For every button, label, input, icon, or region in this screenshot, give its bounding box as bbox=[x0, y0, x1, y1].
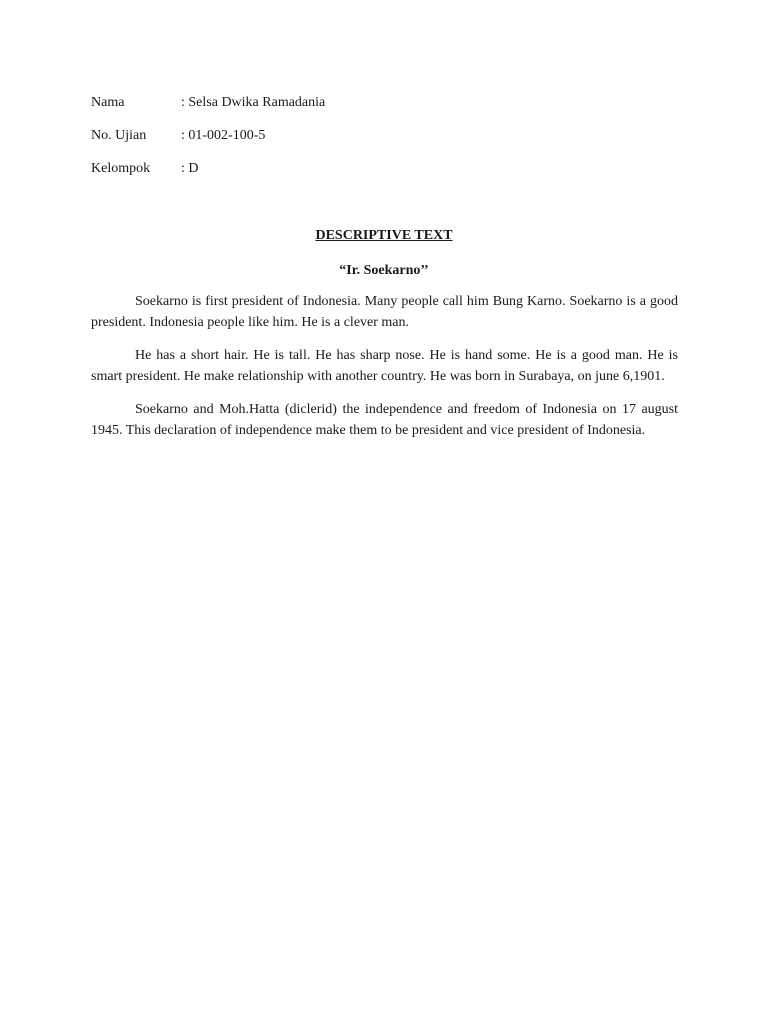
info-value: : D bbox=[181, 161, 199, 176]
student-info bbox=[91, 92, 491, 191]
info-label: Nama bbox=[91, 95, 125, 110]
info-row-nama bbox=[91, 92, 491, 125]
paragraph: Soekarno is first president of Indonesia. Many people call him Bung Karno. Soekarno is a good president. Indonesia people like him. He is a clever man. bbox=[91, 294, 678, 330]
document-subtitle: “Ir. Soekarno’’ bbox=[339, 263, 429, 278]
info-value: : Selsa Dwika Ramadania bbox=[181, 95, 326, 110]
document-title: DESCRIPTIVE TEXT bbox=[315, 228, 453, 243]
info-label: No. Ujian bbox=[91, 128, 147, 143]
body-text bbox=[91, 291, 678, 453]
info-label: Kelompok bbox=[91, 161, 151, 176]
paragraph: He has a short hair. He is tall. He has sharp nose. He is hand some. He is a good man. He is smart president. He make relationship with another country. He was born in Surabaya, on june 6,1901. bbox=[91, 348, 678, 384]
info-value: : 01-002-100-5 bbox=[181, 128, 266, 143]
info-row-no-ujian bbox=[91, 125, 491, 158]
paragraph: Soekarno and Moh.Hatta (diclerid) the independence and freedom of Indonesia on 17 august 1945. This declaration of independence make them to be president and vice president of Indonesia. bbox=[91, 402, 678, 438]
info-row-kelompok bbox=[91, 158, 491, 191]
